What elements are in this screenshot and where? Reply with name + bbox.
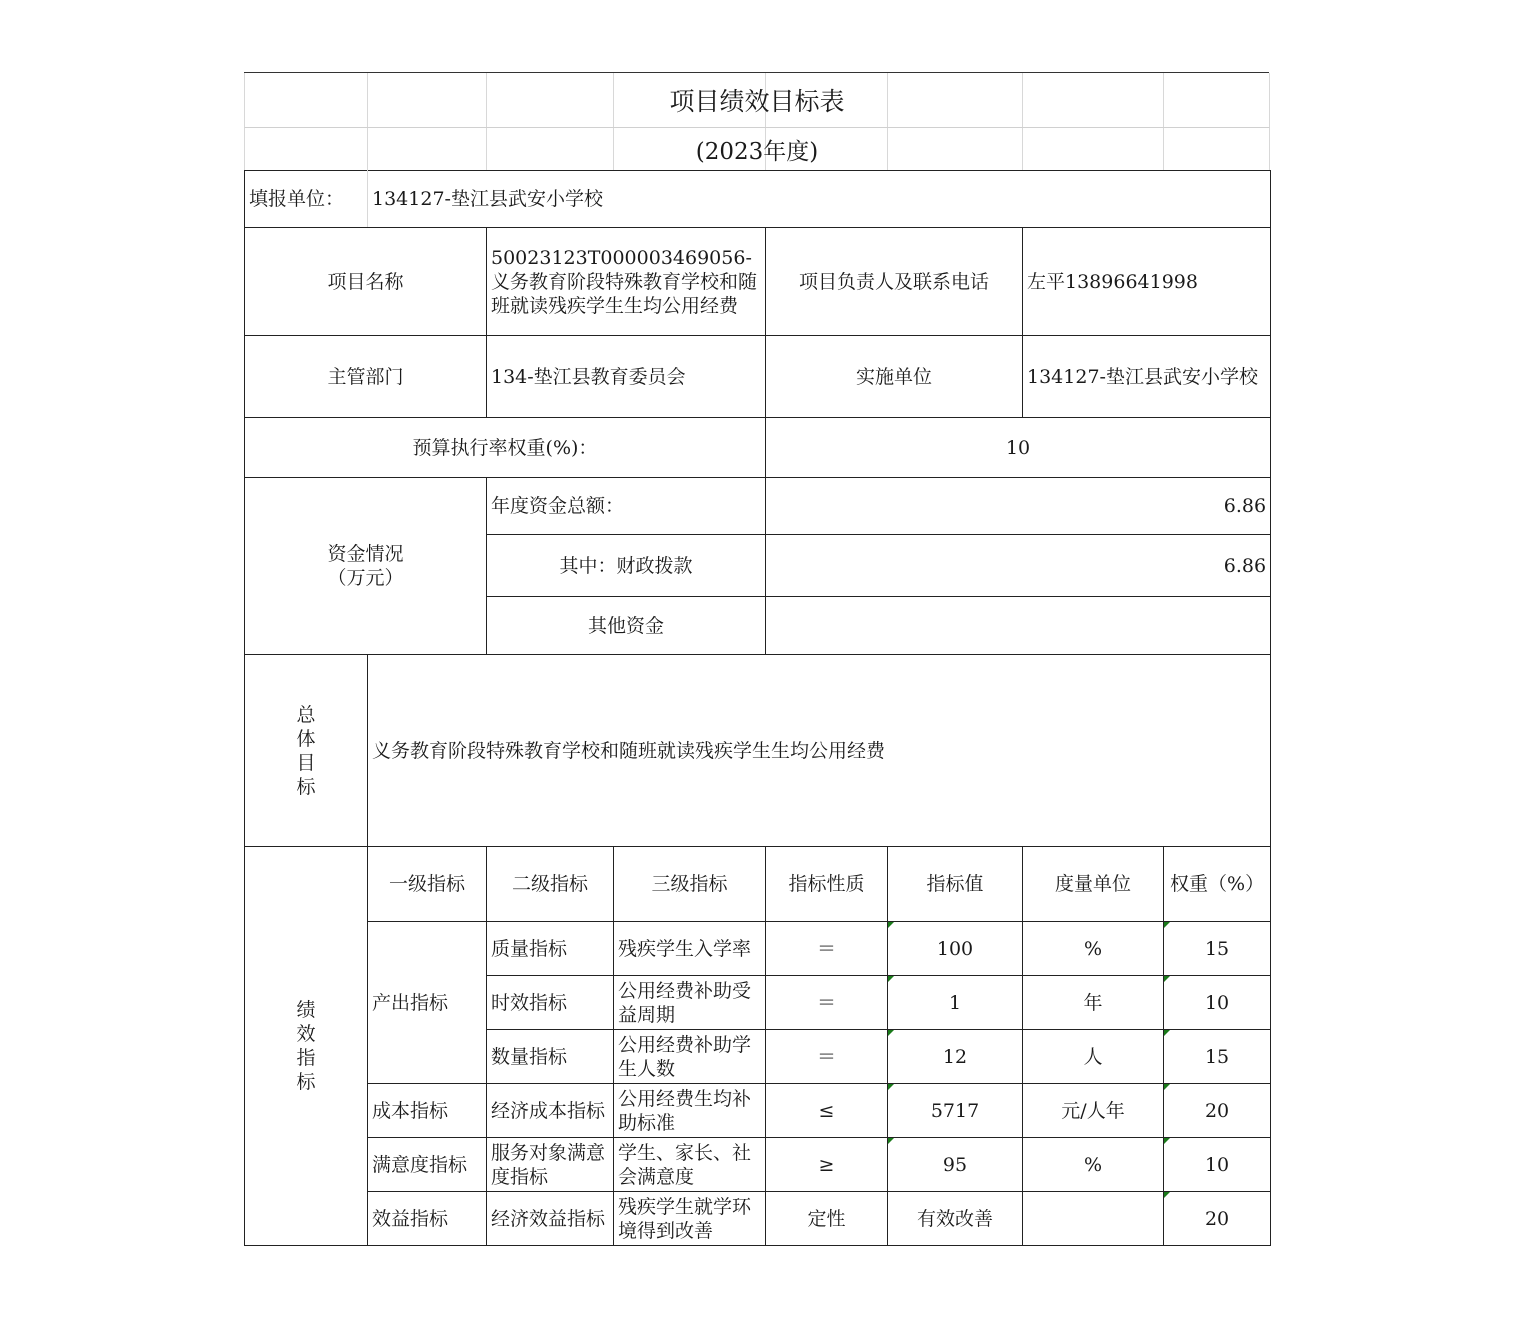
budget-weight-label: 预算执行率权重(%)： (245, 418, 766, 478)
goal-label-char: 标 (296, 775, 316, 798)
dept-label: 主管部门 (245, 336, 487, 418)
cell-weight: 10 (1164, 1138, 1271, 1192)
indicator-label-char: 标 (296, 1071, 316, 1093)
cell-unit: 年 (1023, 976, 1164, 1030)
funds-other-value (766, 597, 1271, 655)
header-nature: 指标性质 (766, 847, 888, 922)
group-benefit: 效益指标 (368, 1192, 487, 1246)
dept-row (245, 336, 1271, 418)
funds-total-label: 年度资金总额： (487, 478, 766, 535)
cell-weight: 15 (1164, 1030, 1271, 1084)
group-satisfaction: 满意度指标 (368, 1138, 487, 1192)
table-row (245, 1084, 1271, 1138)
cell-unit: % (1023, 1138, 1164, 1192)
cell-level2: 经济成本指标 (487, 1084, 614, 1138)
cell-weight: 20 (1164, 1192, 1271, 1246)
funds-total-value: 6.86 (766, 478, 1271, 535)
funds-label-line2: （万元） (327, 567, 404, 589)
cell-nature: 定性 (766, 1192, 888, 1246)
cell-level3: 公用经费生均补助标准 (614, 1084, 766, 1138)
indicator-label-char: 指 (296, 1047, 316, 1069)
budget-weight-row (245, 418, 1271, 478)
group-output: 产出指标 (368, 922, 487, 1084)
table-row (245, 922, 1271, 976)
form-title: 项目绩效目标表 (244, 73, 1270, 128)
goal-label-char: 体 (296, 727, 316, 750)
cell-weight: 15 (1164, 922, 1271, 976)
cell-weight: 10 (1164, 976, 1271, 1030)
project-name-row (245, 228, 1271, 336)
table-row (245, 1138, 1271, 1192)
project-leader-label: 项目负责人及联系电话 (766, 228, 1023, 336)
cell-value: 5717 (888, 1084, 1023, 1138)
cell-value: 95 (888, 1138, 1023, 1192)
impl-value: 134127-垫江县武安小学校 (1023, 336, 1271, 418)
unit-value: 134127-垫江县武安小学校 (368, 171, 1271, 228)
cell-level2: 数量指标 (487, 1030, 614, 1084)
cell-unit (1023, 1192, 1164, 1246)
indicator-label (245, 847, 368, 1246)
goal-label (245, 655, 368, 847)
cell-value: 有效改善 (888, 1192, 1023, 1246)
header-value: 指标值 (888, 847, 1023, 922)
goal-label-char: 目 (296, 751, 316, 774)
cell-level2: 时效指标 (487, 976, 614, 1030)
header-level2: 二级指标 (487, 847, 614, 922)
funds-label (245, 478, 487, 655)
funds-other-label: 其他资金 (487, 597, 766, 655)
indicator-header-row (245, 847, 1271, 922)
goal-text: 义务教育阶段特殊教育学校和随班就读残疾学生生均公用经费 (368, 655, 1271, 847)
cell-level3: 公用经费补助学生人数 (614, 1030, 766, 1084)
performance-table (244, 170, 1271, 1246)
goal-label-char: 总 (296, 703, 316, 726)
cell-level3: 公用经费补助受益周期 (614, 976, 766, 1030)
table-row (245, 1192, 1271, 1246)
cell-nature: ＝ (766, 976, 888, 1030)
cell-level2: 经济效益指标 (487, 1192, 614, 1246)
funds-fiscal-label: 其中：财政拨款 (487, 535, 766, 597)
unit-row (245, 171, 1271, 228)
cell-nature: ≤ (766, 1084, 888, 1138)
project-leader-value: 左平13896641998 (1023, 228, 1271, 336)
dept-value: 134-垫江县教育委员会 (487, 336, 766, 418)
header-level3: 三级指标 (614, 847, 766, 922)
cell-level2: 质量指标 (487, 922, 614, 976)
project-name-value: 50023123T000003469056-义务教育阶段特殊教育学校和随班就读残疾学生生均公用经费 (487, 228, 766, 336)
group-cost: 成本指标 (368, 1084, 487, 1138)
form-year: (2023年度) (244, 128, 1270, 170)
funds-fiscal-value: 6.86 (766, 535, 1271, 597)
cell-unit: 人 (1023, 1030, 1164, 1084)
cell-weight: 20 (1164, 1084, 1271, 1138)
cell-level3: 残疾学生入学率 (614, 922, 766, 976)
indicator-label-char: 绩 (296, 999, 316, 1021)
cell-nature: ＝ (766, 922, 888, 976)
header-level1: 一级指标 (368, 847, 487, 922)
cell-unit: 元/人年 (1023, 1084, 1164, 1138)
funds-label-line1: 资金情况 (327, 543, 404, 565)
unit-label: 填报单位： (245, 171, 368, 228)
cell-value: 12 (888, 1030, 1023, 1084)
cell-nature: ＝ (766, 1030, 888, 1084)
cell-value: 100 (888, 922, 1023, 976)
goal-row (245, 655, 1271, 847)
cell-nature: ≥ (766, 1138, 888, 1192)
header-unit: 度量单位 (1023, 847, 1164, 922)
impl-label: 实施单位 (766, 336, 1023, 418)
cell-level3: 学生、家长、社会满意度 (614, 1138, 766, 1192)
cell-value: 1 (888, 976, 1023, 1030)
budget-weight-value: 10 (766, 418, 1271, 478)
cell-unit: % (1023, 922, 1164, 976)
header-weight: 权重（%） (1164, 847, 1271, 922)
project-name-label: 项目名称 (245, 228, 487, 336)
indicator-label-char: 效 (296, 1023, 316, 1045)
funds-total-row (245, 478, 1271, 535)
cell-level3: 残疾学生就学环境得到改善 (614, 1192, 766, 1246)
cell-level2: 服务对象满意度指标 (487, 1138, 614, 1192)
